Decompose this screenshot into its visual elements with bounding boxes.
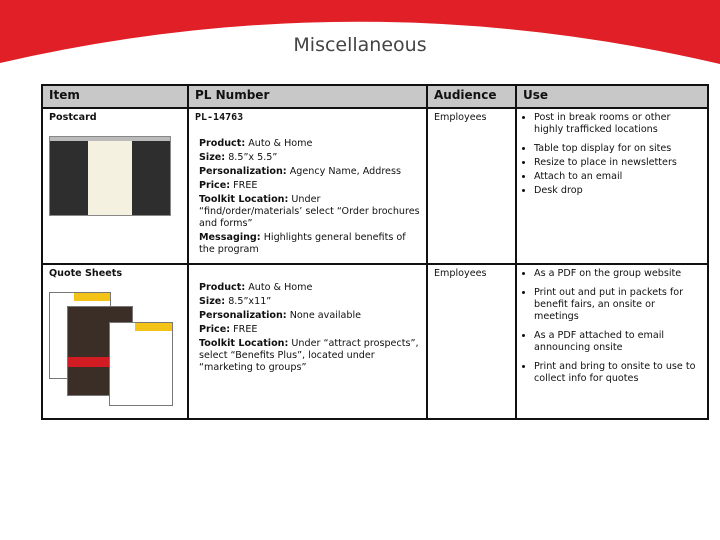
header-row	[42, 85, 708, 108]
header-use: Use	[516, 85, 708, 108]
detail-toolkit-location: Toolkit Location: Under “attract prospects”, select “Benefits Plus”, located under “marketing to groups”	[199, 338, 419, 373]
item-cell	[42, 108, 188, 264]
details-cell	[188, 108, 427, 264]
header-audience: Audience	[427, 85, 516, 108]
header-item: Item	[42, 85, 188, 108]
materials-table	[41, 84, 709, 420]
pl-number: PL-14763	[195, 112, 244, 123]
detail-size: Size: 8.5”x11”	[199, 296, 272, 307]
audience-cell: Employees	[427, 108, 516, 264]
use-item: • Post in break rooms or other highly trafficked locations	[534, 112, 701, 136]
item-name: Quote Sheets	[49, 268, 123, 279]
detail-price: Price: FREE	[199, 180, 258, 191]
item-name: Postcard	[49, 112, 97, 123]
item-cell	[42, 264, 188, 419]
details-cell	[188, 264, 427, 419]
detail-personalization: Personalization: None available	[199, 310, 362, 321]
detail-product: Product: Auto & Home	[199, 138, 313, 149]
use-cell	[516, 264, 708, 419]
use-item: • As a PDF on the group website	[534, 268, 701, 280]
header-pl-number: PL Number	[188, 85, 427, 108]
detail-toolkit-location: Toolkit Location: Under “find/order/materials’ select “Order brochures and forms”	[199, 194, 420, 229]
table-row	[42, 108, 708, 264]
use-item: • Print and bring to onsite to use to collect info for quotes	[534, 361, 701, 385]
detail-personalization: Personalization: Agency Name, Address	[199, 166, 401, 177]
postcard-thumbnail	[49, 136, 171, 216]
audience-cell: Employees	[427, 264, 516, 419]
page-title: Miscellaneous	[293, 34, 427, 56]
quote-sheets-thumbnail	[49, 292, 179, 412]
detail-product: Product: Auto & Home	[199, 282, 313, 293]
detail-messaging: Messaging: Highlights general benefits of the program	[199, 232, 406, 255]
use-item: • Table top display for on sites	[534, 143, 701, 155]
use-item: • Attach to an email	[534, 171, 701, 183]
use-item: • As a PDF attached to email announcing onsite	[534, 330, 701, 354]
detail-price: Price: FREE	[199, 324, 258, 335]
use-item: • Desk drop	[534, 185, 701, 197]
table-row	[42, 264, 708, 419]
use-cell	[516, 108, 708, 264]
use-item: • Resize to place in newsletters	[534, 157, 701, 169]
use-item: • Print out and put in packets for benefit fairs, an onsite or meetings	[534, 287, 701, 323]
detail-size: Size: 8.5”x 5.5”	[199, 152, 278, 163]
